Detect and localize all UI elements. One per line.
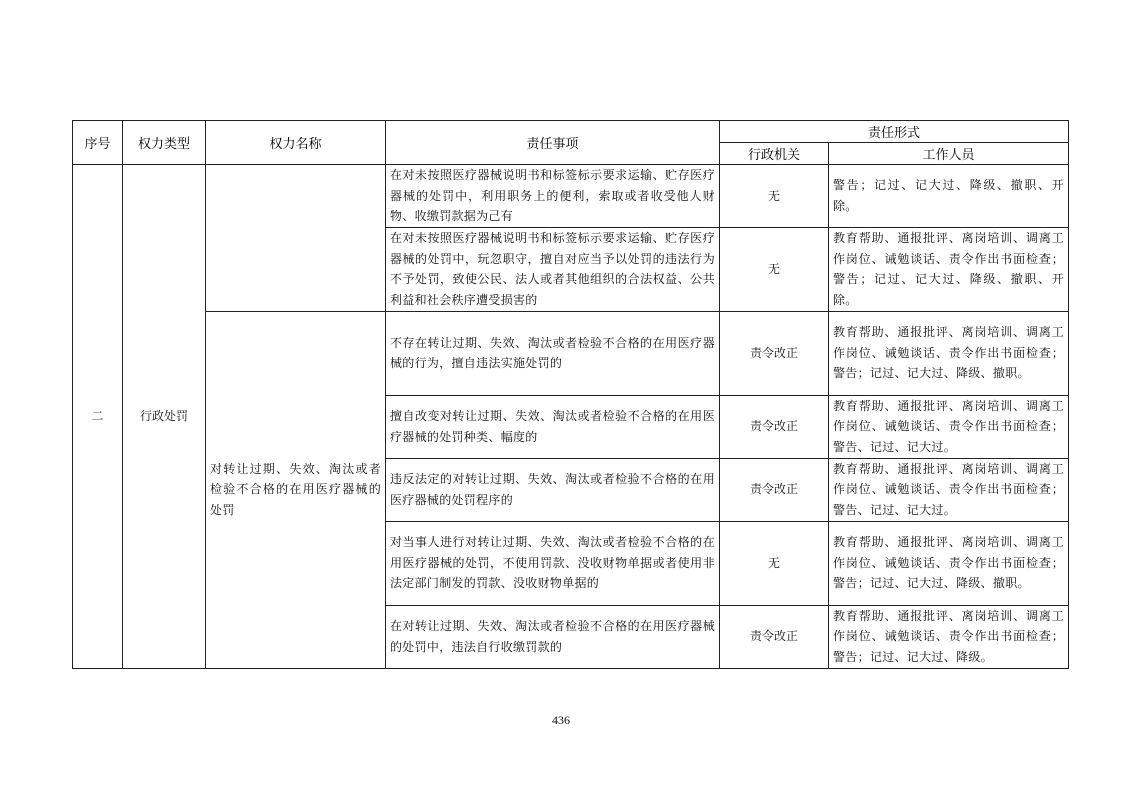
- responsibility-item: 在对转让过期、失效、淘汰或者检验不合格的在用医疗器械的处罚中，违法自行收缴罚款的: [386, 605, 720, 668]
- agency-form: 责令改正: [720, 395, 829, 458]
- responsibility-table: [72, 120, 1069, 669]
- agency-form: 无: [720, 227, 829, 311]
- responsibility-item: 在对未按照医疗器械说明书和标签标示要求运输、贮存医疗器械的处罚中，玩忽职守，擅自对应当予以处罚的违法行为不予处罚，致使公民、法人或者其他组织的合法权益、公共利益和社会秩序遭受损害的: [386, 227, 720, 311]
- agency-form: 责令改正: [720, 311, 829, 395]
- staff-form: 教育帮助、通报批评、离岗培训、调离工作岗位、诫勉谈话、责令作出书面检查；警告、记过、记大过。: [829, 458, 1069, 521]
- power-name-cell-empty: [206, 165, 386, 312]
- responsibility-item: 在对未按照医疗器械说明书和标签标示要求运输、贮存医疗器械的处罚中，利用职务上的便利，索取或者收受他人财物、收缴罚款据为己有: [386, 165, 720, 228]
- header-agency: 行政机关: [720, 143, 829, 165]
- responsibility-item: 不存在转让过期、失效、淘汰或者检验不合格的在用医疗器械的行为，擅自违法实施处罚的: [386, 311, 720, 395]
- header-index: 序号: [73, 121, 123, 165]
- staff-form: 教育帮助、通报批评、离岗培训、调离工作岗位、诫勉谈话、责令作出书面检查；警告、记过、记大过。: [829, 395, 1069, 458]
- staff-form: 教育帮助、通报批评、离岗培训、调离工作岗位、诫勉谈话、责令作出书面检查；警告；记过、记大过、降级。: [829, 605, 1069, 668]
- staff-form: 教育帮助、通报批评、离岗培训、调离工作岗位、诫勉谈话、责令作出书面检查；警告；记过、记大过、降级、撤职。: [829, 521, 1069, 605]
- header-power-name: 权力名称: [206, 121, 386, 165]
- header-power-type: 权力类型: [123, 121, 206, 165]
- agency-form: 责令改正: [720, 458, 829, 521]
- responsibility-item: 对当事人进行对转让过期、失效、淘汰或者检验不合格的在用医疗器械的处罚，不使用罚款、没收财物单据或者使用非法定部门制发的罚款、没收财物单据的: [386, 521, 720, 605]
- index-cell: 二: [73, 165, 123, 669]
- header-staff: 工作人员: [829, 143, 1069, 165]
- staff-form: 教育帮助、通报批评、离岗培训、调离工作岗位、诫勉谈话、责令作出书面检查；警告；记过、记大过、降级、撤职。: [829, 311, 1069, 395]
- responsibility-item: 擅自改变对转让过期、失效、淘汰或者检验不合格的在用医疗器械的处罚种类、幅度的: [386, 395, 720, 458]
- agency-form: 责令改正: [720, 605, 829, 668]
- responsibility-item: 违反法定的对转让过期、失效、淘汰或者检验不合格的在用医疗器械的处罚程序的: [386, 458, 720, 521]
- table-row: [73, 311, 1069, 395]
- header-responsibility: 责任事项: [386, 121, 720, 165]
- power-name-cell: 对转让过期、失效、淘汰或者检验不合格的在用医疗器械的处罚: [206, 311, 386, 668]
- staff-form: 教育帮助、通报批评、离岗培训、调离工作岗位、诫勉谈话、责令作出书面检查；警告；记过、记大过、降级、撤职、开除。: [829, 227, 1069, 311]
- header-row-1: [73, 121, 1069, 143]
- staff-form: 警告；记过、记大过、降级、撤职、开除。: [829, 165, 1069, 228]
- header-forms: 责任形式: [720, 121, 1069, 143]
- agency-form: 无: [720, 165, 829, 228]
- power-type-cell: 行政处罚: [123, 165, 206, 669]
- agency-form: 无: [720, 521, 829, 605]
- page-number: 436: [552, 713, 570, 727]
- table-row: [73, 165, 1069, 228]
